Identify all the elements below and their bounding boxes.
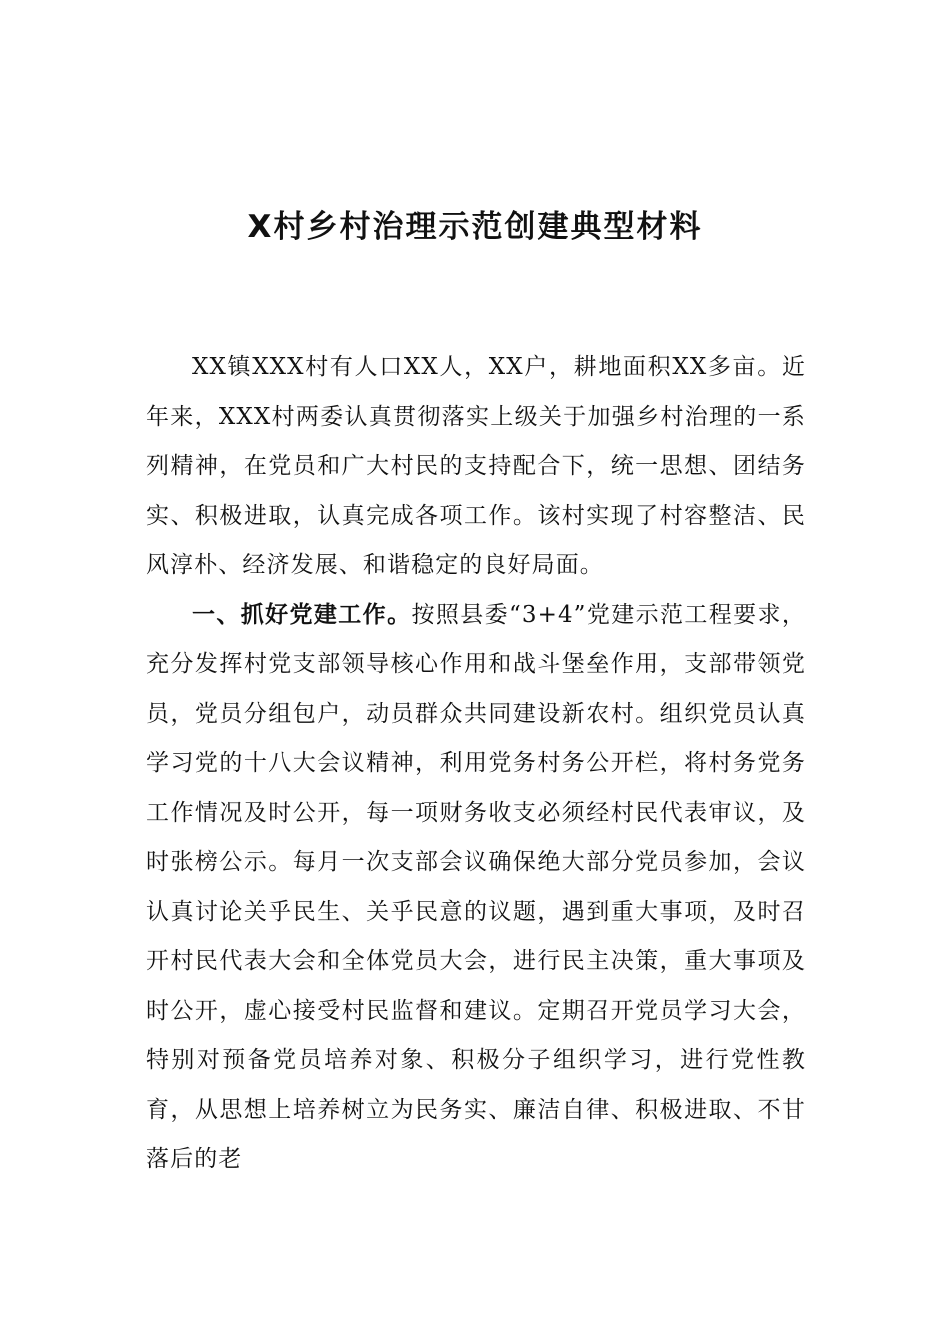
section-paragraph-party-building (146, 591, 806, 1185)
paragraph-text: 按照县委“3+4”党建示范工程要求，充分发挥村党支部领导核心作用和战斗堡垒作用，支部带领党员，党员分组包户，动员群众共同建设新农村。组织党员认真学习党的十八大会议精神，利用党务村务公开栏，将村务党务工作情况及时公开，每一项财务收支必须经村民代表审议，及时张榜公示。每月一次支部会议确保绝大部分党员参加，会议认真讨论关乎民生、关乎民意的议题，遇到重大事项，及时召开村民代表大会和全体党员大会，进行民主决策，重大事项及时公开，虚心接受村民监督和建议。定期召开党员学习大会，特别对预备党员培养对象、积极分子组织学习，进行党性教育，从思想上培养树立为民务实、廉洁自律、积极进取、不甘落后的老 (146, 601, 806, 1172)
document-body (146, 343, 806, 1185)
document-title: X村乡村治理示范创建典型材料 (247, 209, 703, 245)
paragraph-text: XX镇XXX村有人口XX人，XX户，耕地面积XX多亩。近年来，XXX村两委认真贯彻落实上级关于加强乡村治理的一系列精神，在党员和广大村民的支持配合下，统一思想、团结务实、积极进取，认真完成各项工作。该村实现了村容整洁、民风淳朴、经济发展、和谐稳定的良好局面。 (146, 354, 806, 578)
intro-paragraph (146, 343, 806, 591)
section-heading: 一、抓好党建工作。 (192, 601, 412, 628)
